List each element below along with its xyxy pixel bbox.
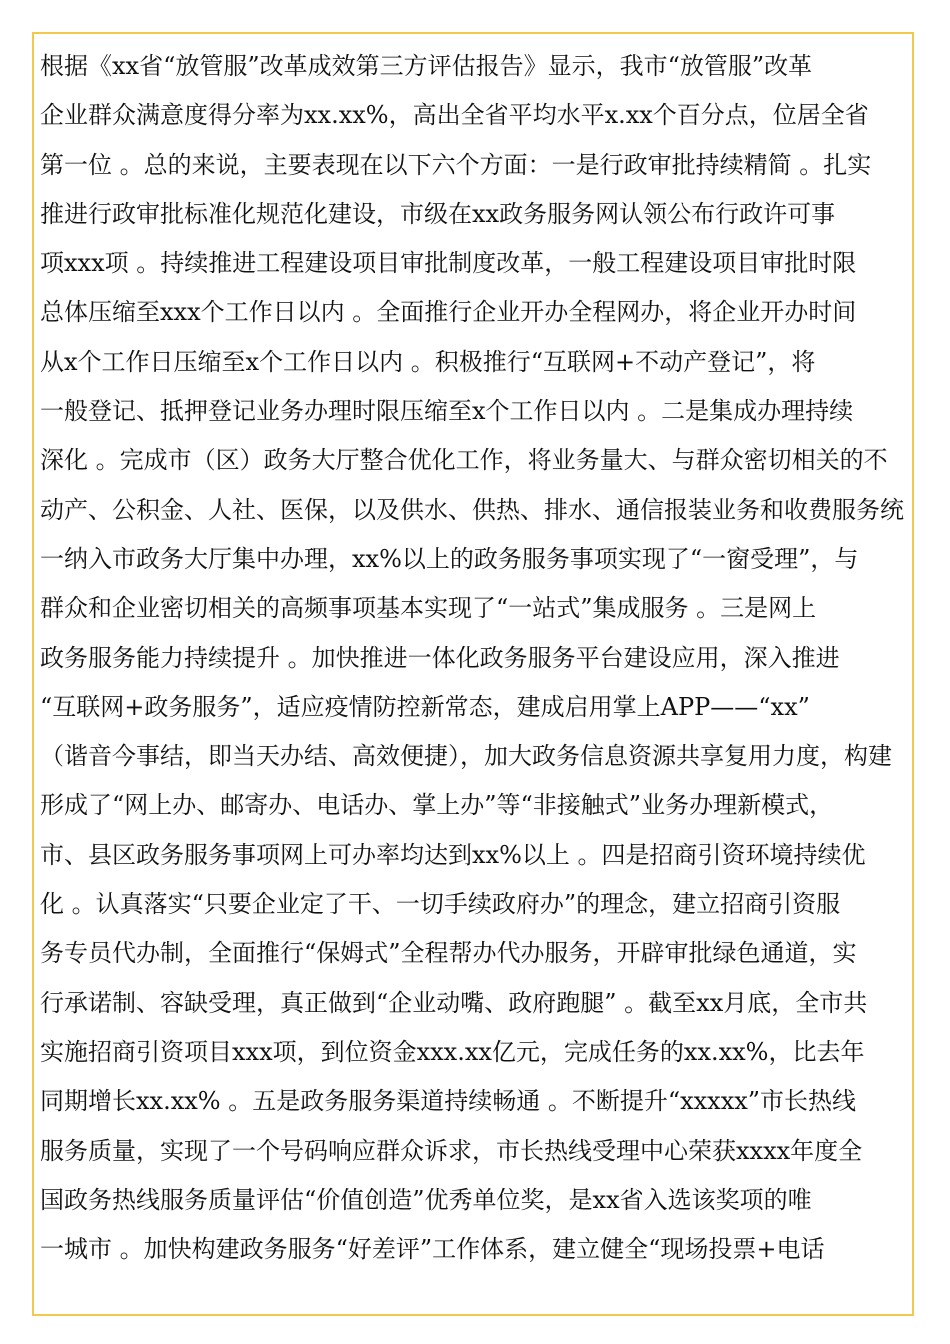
text-line-25: 一城市 。加快构建政务服务“好差评”工作体系，建立健全“现场投票+电话 [40, 1235, 825, 1264]
text-line-2: 企业群众满意度得分率为xx.xx%，高出全省平均水平x.xx个百分点，位居全省 [40, 101, 869, 130]
text-line-1: 根据《xx省“放管服”改革成效第三方评估报告》显示，我市“放管服”改革 [40, 52, 813, 80]
text-line-19: 务专员代办制，全面推行“保姆式”全程帮办代办服务，开辟审批绿色通道，实 [40, 939, 857, 968]
text-line-18: 化 。认真落实“只要企业定了干、一切手续政府办”的理念，建立招商引资服 [40, 890, 841, 919]
text-line-17: 市、县区政务服务事项网上可办率均达到xx%以上 。四是招商引资环境持续优 [40, 840, 866, 869]
document-paragraph [40, 42, 906, 1274]
text-line-5: 项xxx项 。持续推进工程建设项目审批制度改革，一般工程建设项目审批时限 [40, 249, 857, 278]
text-line-7: 从x个工作日压缩至x个工作日以内 。积极推行“互联网+不动产登记”，将 [40, 347, 816, 376]
text-line-14: “互联网+政务服务”，适应疫情防控新常态，建成启用掌上APP——“xx” [40, 692, 810, 721]
text-line-6: 总体压缩至xxx个工作日以内 。全面推行企业开办全程网办，将企业开办时间 [40, 298, 857, 327]
text-line-24: 国政务热线服务质量评估“价值创造”优秀单位奖，是xx省入选该奖项的唯 [40, 1185, 812, 1214]
text-line-4: 推进行政审批标准化规范化建设，市级在xx政务服务网认领公布行政许可事 [40, 199, 836, 228]
text-line-21: 实施招商引资项目xxx项，到位资金xxx.xx亿元，完成任务的xx.xx%，比去年 [40, 1037, 865, 1066]
text-line-20: 行承诺制、容缺受理，真正做到“企业动嘴、政府跑腿” 。截至xx月底，全市共 [40, 988, 868, 1017]
text-line-10: 动产、公积金、人社、医保，以及供水、供热、排水、通信报装业务和收费服务统 [40, 495, 904, 524]
text-line-13: 政务服务能力持续提升 。加快推进一体化政务服务平台建设应用，深入推进 [40, 643, 840, 672]
text-line-12: 群众和企业密切相关的高频事项基本实现了“一站式”集成服务 。三是网上 [40, 594, 817, 623]
text-line-23: 服务质量，实现了一个号码响应群众诉求，市长热线受理中心荣获xxxx年度全 [40, 1136, 863, 1165]
text-line-8: 一般登记、抵押登记业务办理时限压缩至x个工作日以内 。二是集成办理持续 [40, 397, 854, 426]
text-line-16: 形成了“网上办、邮寄办、电话办、掌上办”等“非接触式”业务办理新模式， [40, 791, 834, 820]
text-line-3: 第一位 。总的来说，主要表现在以下六个方面：一是行政审批持续精简 。扎实 [40, 150, 872, 179]
text-line-9: 深化 。完成市（区）政务大厅整合优化工作，将业务量大、与群众密切相关的不 [40, 446, 888, 475]
text-line-22: 同期增长xx.xx% 。五是政务服务渠道持续畅通 。不断提升“xxxxx”市长热线 [40, 1087, 857, 1116]
text-line-15: （谐音今事结，即当天办结、高效便捷），加大政务信息资源共享复用力度，构建 [40, 742, 892, 771]
text-line-11: 一纳入市政务大厅集中办理，xx%以上的政务服务事项实现了“一窗受理”，与 [40, 544, 859, 573]
